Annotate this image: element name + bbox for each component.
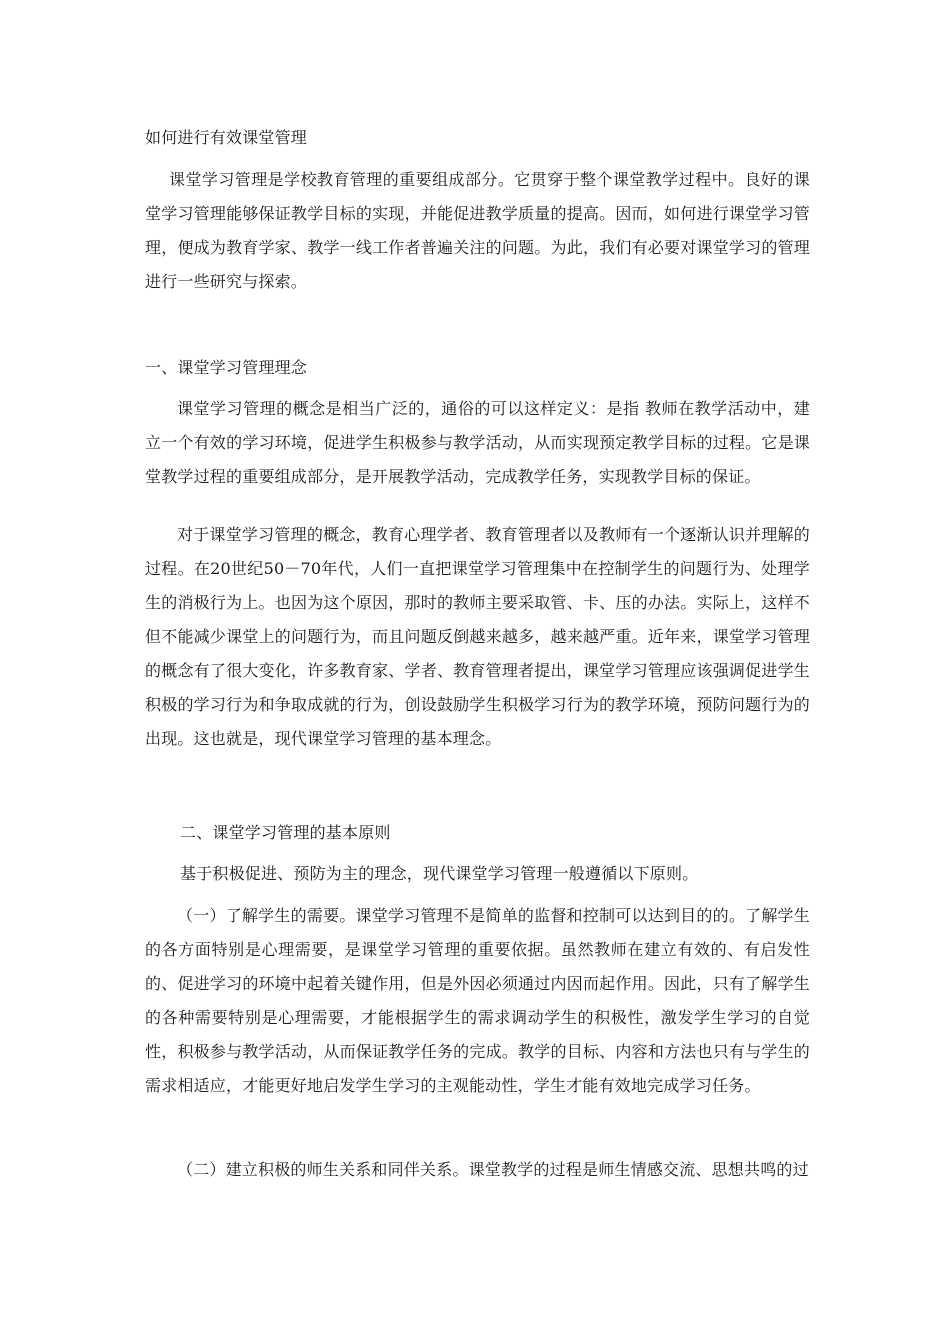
- intro-paragraph: 课堂学习管理是学校教育管理的重要组成部分。它贯穿于整个课堂教学过程中。良好的课堂学习管理能够保证教学目标的实现，并能促进教学质量的提高。因而，如何进行课堂学习管理，便成为教育学家、教学一线工作者普遍关注的问题。为此，我们有必要对课堂学习的管理进行一些研究与探索。: [145, 170, 810, 291]
- principle-2-paragraph: （二）建立积极的师生关系和同伴关系。课堂教学的过程是师生情感交流、思想共鸣的过: [177, 1160, 809, 1179]
- document-title: 如何进行有效课堂管理: [145, 128, 308, 147]
- section1-paragraph-1: 课堂学习管理的概念是相当广泛的，通俗的可以这样定义：是指 教师在教学活动中，建立一个有效的学习环境，促进学生积极参与教学活动，从而实现预定教学目标的过程。它是课堂教学过程的重要组成部分，是开展教学活动，完成教学任务，实现教学目标的保证。: [145, 399, 810, 486]
- section-heading-2: 二、课堂学习管理的基本原则: [180, 823, 391, 842]
- principle-1-paragraph: （一）了解学生的需要。课堂学习管理不是简单的监督和控制可以达到目的的。了解学生的各方面特别是心理需要，是课堂学习管理的重要依据。虽然教师在建立有效的、有启发性的、促进学习的环境中起着关键作用，但是外因必须通过内因而起作用。因此，只有了解学生的各种需要特别是心理需要，才能根据学生的需求调动学生的积极性，激发学生学习的自觉性，积极参与教学活动，从而保证教学任务的完成。教学的目标、内容和方法也只有与学生的需求相适应，才能更好地启发学生学习的主观能动性，学生才能有效地完成学习任务。: [145, 906, 810, 1095]
- section-heading-1: 一、课堂学习管理理念: [145, 358, 308, 377]
- section1-paragraph-2: 对于课堂学习管理的概念，教育心理学者、教育管理者以及教师有一个逐渐认识并理解的过程。在20世纪50－70年代，人们一直把课堂学习管理集中在控制学生的问题行为、处理学生的消极行为上。也因为这个原因，那时的教师主要采取管、卡、压的办法。实际上，这样不但不能减少课堂上的问题行为，而且问题反倒越来越多，越来越严重。近年来，课堂学习管理的概念有了很大变化，许多教育家、学者、教育管理者提出，课堂学习管理应该强调促进学生积极的学习行为和争取成就的行为，创设鼓励学生积极学习行为的教学环境，预防问题行为的出现。这也就是，现代课堂学习管理的基本理念。: [145, 525, 810, 748]
- section2-intro-paragraph: 基于积极促进、预防为主的理念，现代课堂学习管理一般遵循以下原则。: [180, 864, 699, 883]
